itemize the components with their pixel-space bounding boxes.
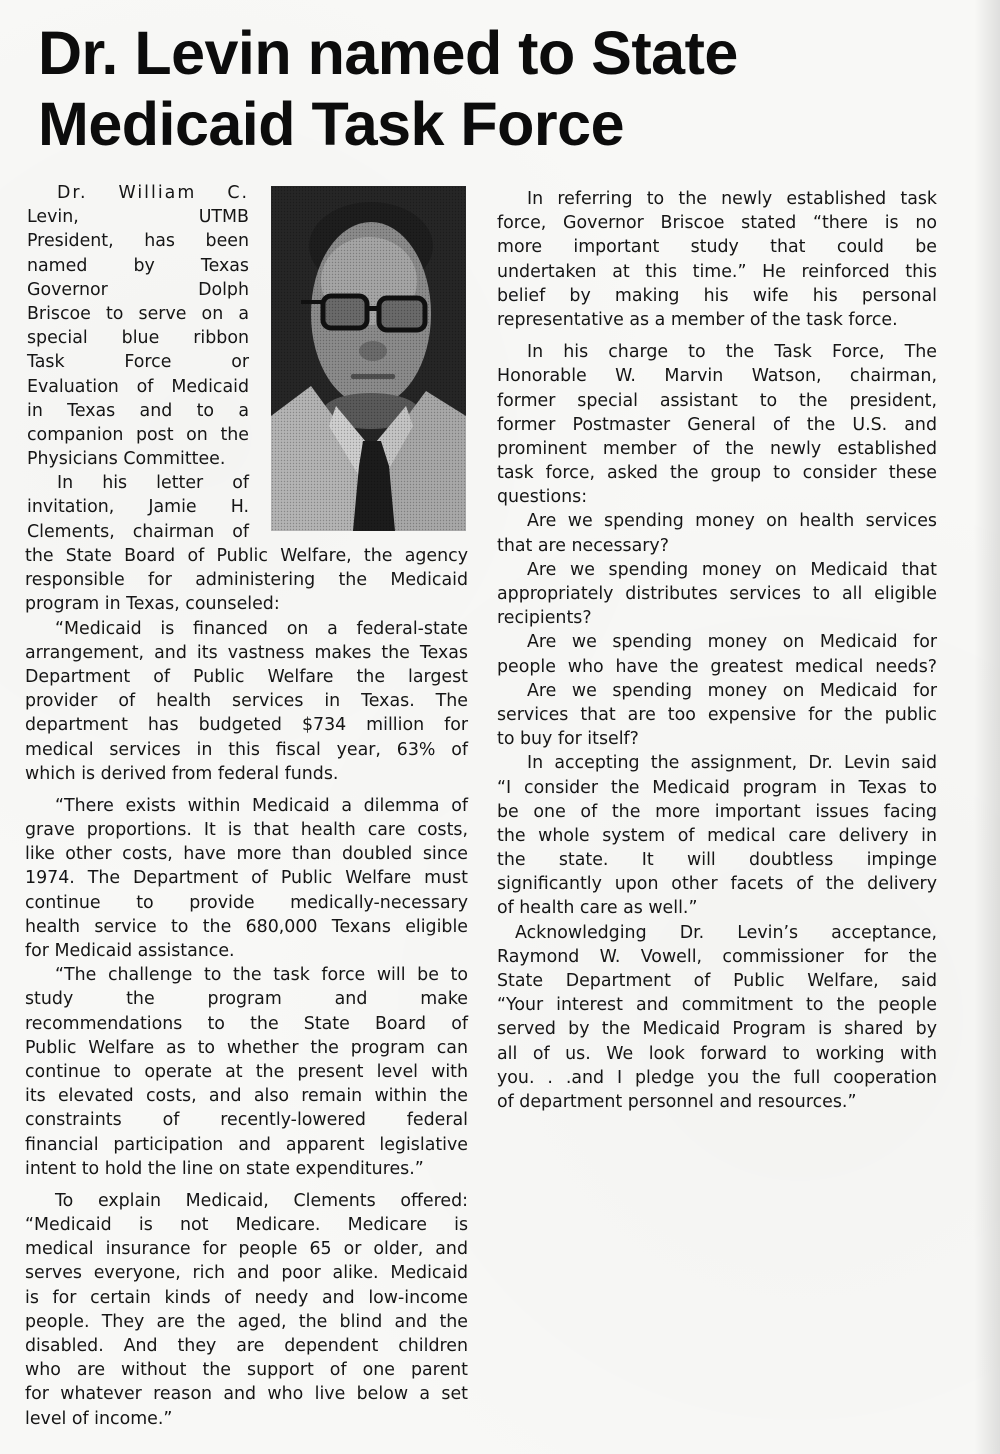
text-line: the whole system of medical care delivery in xyxy=(497,825,937,846)
text-line: In his letter of xyxy=(57,473,249,494)
text-line: “Your interest and commitment to the people xyxy=(497,995,937,1016)
text-line: recipients? xyxy=(497,608,592,629)
text-line: In his charge to the Task Force, The xyxy=(527,342,937,363)
text-line: Are we spending money on health services xyxy=(527,511,937,532)
text-line: “There exists within Medicaid a dilemma of xyxy=(55,795,468,816)
text-line: you. . .and I pledge you the full cooperation xyxy=(497,1067,937,1088)
text-line: grave proportions. It is that health care costs, xyxy=(25,820,468,841)
left-wide-column xyxy=(25,544,468,1431)
text-line: prominent member of the newly established xyxy=(497,438,937,459)
text-line: In referring to the newly established task xyxy=(527,189,937,209)
text-line: task force, asked the group to consider these xyxy=(497,463,937,484)
text-line: special blue ribbon xyxy=(27,328,249,349)
text-line: that are necessary? xyxy=(497,535,669,556)
text-line: medical insurance for people 65 or older, and xyxy=(25,1239,468,1260)
text-line: for Medicaid assistance. xyxy=(25,941,235,961)
text-line: in Texas and to a xyxy=(27,400,249,421)
text-line: intent to hold the line on state expenditures.” xyxy=(25,1158,424,1179)
text-line: more important study that could be xyxy=(497,237,937,258)
text-line: Task Force or xyxy=(27,352,249,373)
text-line: services that are too expensive for the public xyxy=(497,704,937,725)
text-line: former special assistant to the president, xyxy=(497,390,937,411)
text-line: responsible for administering the Medicaid xyxy=(25,570,468,591)
text-line: medical services in this fiscal year, 63% of xyxy=(25,739,468,760)
text-line: force, Governor Briscoe stated “there is no xyxy=(497,213,937,234)
text-line: Dr. William C. xyxy=(57,183,249,203)
text-line: continue to operate at the present level with xyxy=(25,1061,468,1082)
headline-line-1: Dr. Levin named to State xyxy=(38,19,738,87)
text-line: people. They are the aged, the blind and the xyxy=(25,1311,468,1332)
text-line: of health care as well.” xyxy=(497,898,698,919)
right-column xyxy=(497,187,937,1114)
text-line: provider of health services in Texas. The xyxy=(25,691,468,712)
text-line: invitation, Jamie H. xyxy=(27,497,249,518)
text-line: companion post on the xyxy=(27,424,249,445)
text-line: continue to provide medically-necessary xyxy=(25,892,468,913)
text-line: disabled. And they are dependent children xyxy=(25,1336,468,1356)
text-line: served by the Medicaid Program is shared by xyxy=(497,1019,937,1040)
text-line: Acknowledging Dr. Levin’s acceptance, xyxy=(515,922,937,943)
text-line: To explain Medicaid, Clements offered: xyxy=(55,1190,468,1211)
portrait-photo xyxy=(271,186,466,531)
text-line: Are we spending money on Medicaid for xyxy=(527,632,937,653)
text-line: financial participation and apparent legislative xyxy=(25,1134,468,1155)
text-line: study the program and make xyxy=(25,989,468,1010)
text-line: serves everyone, rich and poor alike. Medicaid xyxy=(25,1263,468,1284)
paragraph-gap xyxy=(25,1181,468,1189)
text-line: President, has been xyxy=(27,231,249,252)
text-line: health service to the 680,000 Texans eligible xyxy=(25,916,468,937)
text-line: Briscoe to serve on a xyxy=(27,303,249,324)
text-line: like other costs, have more than doubled since xyxy=(25,844,468,865)
text-line: department has budgeted $734 million for xyxy=(25,715,468,736)
text-line: Clements, chairman of xyxy=(27,521,249,542)
text-line: representative as a member of the task force. xyxy=(497,309,898,330)
text-line: program in Texas, counseled: xyxy=(25,594,280,615)
paragraph-gap xyxy=(25,786,468,794)
text-line: “Medicaid is financed on a federal-state xyxy=(55,618,468,639)
text-line: Evaluation of Medicaid xyxy=(27,376,249,397)
text-line: to buy for itself? xyxy=(497,729,639,750)
text-line: appropriately distributes services to all eligible xyxy=(497,584,937,604)
text-line: former Postmaster General of the U.S. and xyxy=(497,414,937,435)
left-narrow-column xyxy=(27,181,249,544)
text-line: “The challenge to the task force will be to xyxy=(55,965,468,986)
text-line: people who have the greatest medical needs? xyxy=(497,656,937,677)
text-line: recommendations to the State Board of xyxy=(25,1013,468,1034)
text-line: named by Texas xyxy=(27,255,249,276)
text-line: Raymond W. Vowell, commissioner for the xyxy=(497,946,937,967)
text-line: of department personnel and resources.” xyxy=(497,1091,857,1112)
text-line: arrangement, and its vastness makes the Texas xyxy=(25,642,468,663)
portrait-image xyxy=(271,186,466,531)
text-line: Are we spending money on Medicaid that xyxy=(527,559,937,580)
text-line: Governor Dolph xyxy=(27,279,249,300)
text-line: constraints of recently-lowered federal xyxy=(25,1110,468,1131)
text-line: Are we spending money on Medicaid for xyxy=(527,680,937,701)
text-line: is for certain kinds of needy and low-income xyxy=(25,1287,468,1308)
headline xyxy=(38,18,858,160)
text-line: its elevated costs, and also remain within the xyxy=(25,1086,468,1107)
text-line: Public Welfare as to whether the program can xyxy=(25,1037,468,1058)
text-line: be one of the more important issues facing xyxy=(497,801,937,822)
text-line: the state. It will doubtless impinge xyxy=(497,850,937,871)
text-line: significantly upon other facets of the delivery xyxy=(497,874,937,895)
text-line: Department of Public Welfare the largest xyxy=(25,666,468,687)
text-line: “I consider the Medicaid program in Texas to xyxy=(497,777,937,798)
text-line: for whatever reason and who live below a set xyxy=(25,1384,468,1405)
text-line: level of income.” xyxy=(25,1408,173,1429)
text-line: Levin, UTMB xyxy=(27,207,249,228)
scan-edge-shadow xyxy=(974,0,1000,1454)
text-line: the State Board of Public Welfare, the agency xyxy=(25,546,468,566)
text-line: Physicians Committee. xyxy=(27,449,226,470)
text-line: In accepting the assignment, Dr. Levin said xyxy=(527,753,937,774)
text-line: all of us. We look forward to working with xyxy=(497,1043,937,1064)
headline-line-2: Medicaid Task Force xyxy=(38,90,625,158)
text-line: questions: xyxy=(497,487,588,508)
text-line: State Department of Public Welfare, said xyxy=(497,971,937,991)
text-line: belief by making his wife his personal xyxy=(497,285,937,306)
text-line: which is derived from federal funds. xyxy=(25,763,339,784)
text-line: “Medicaid is not Medicare. Medicare is xyxy=(25,1215,468,1236)
text-line: Honorable W. Marvin Watson, chairman, xyxy=(497,366,937,387)
text-line: 1974. The Department of Public Welfare must xyxy=(25,868,468,889)
text-line: who are without the support of one parent xyxy=(25,1360,468,1381)
paragraph-gap xyxy=(497,332,937,340)
text-line: undertaken at this time.” He reinforced this xyxy=(497,261,937,282)
